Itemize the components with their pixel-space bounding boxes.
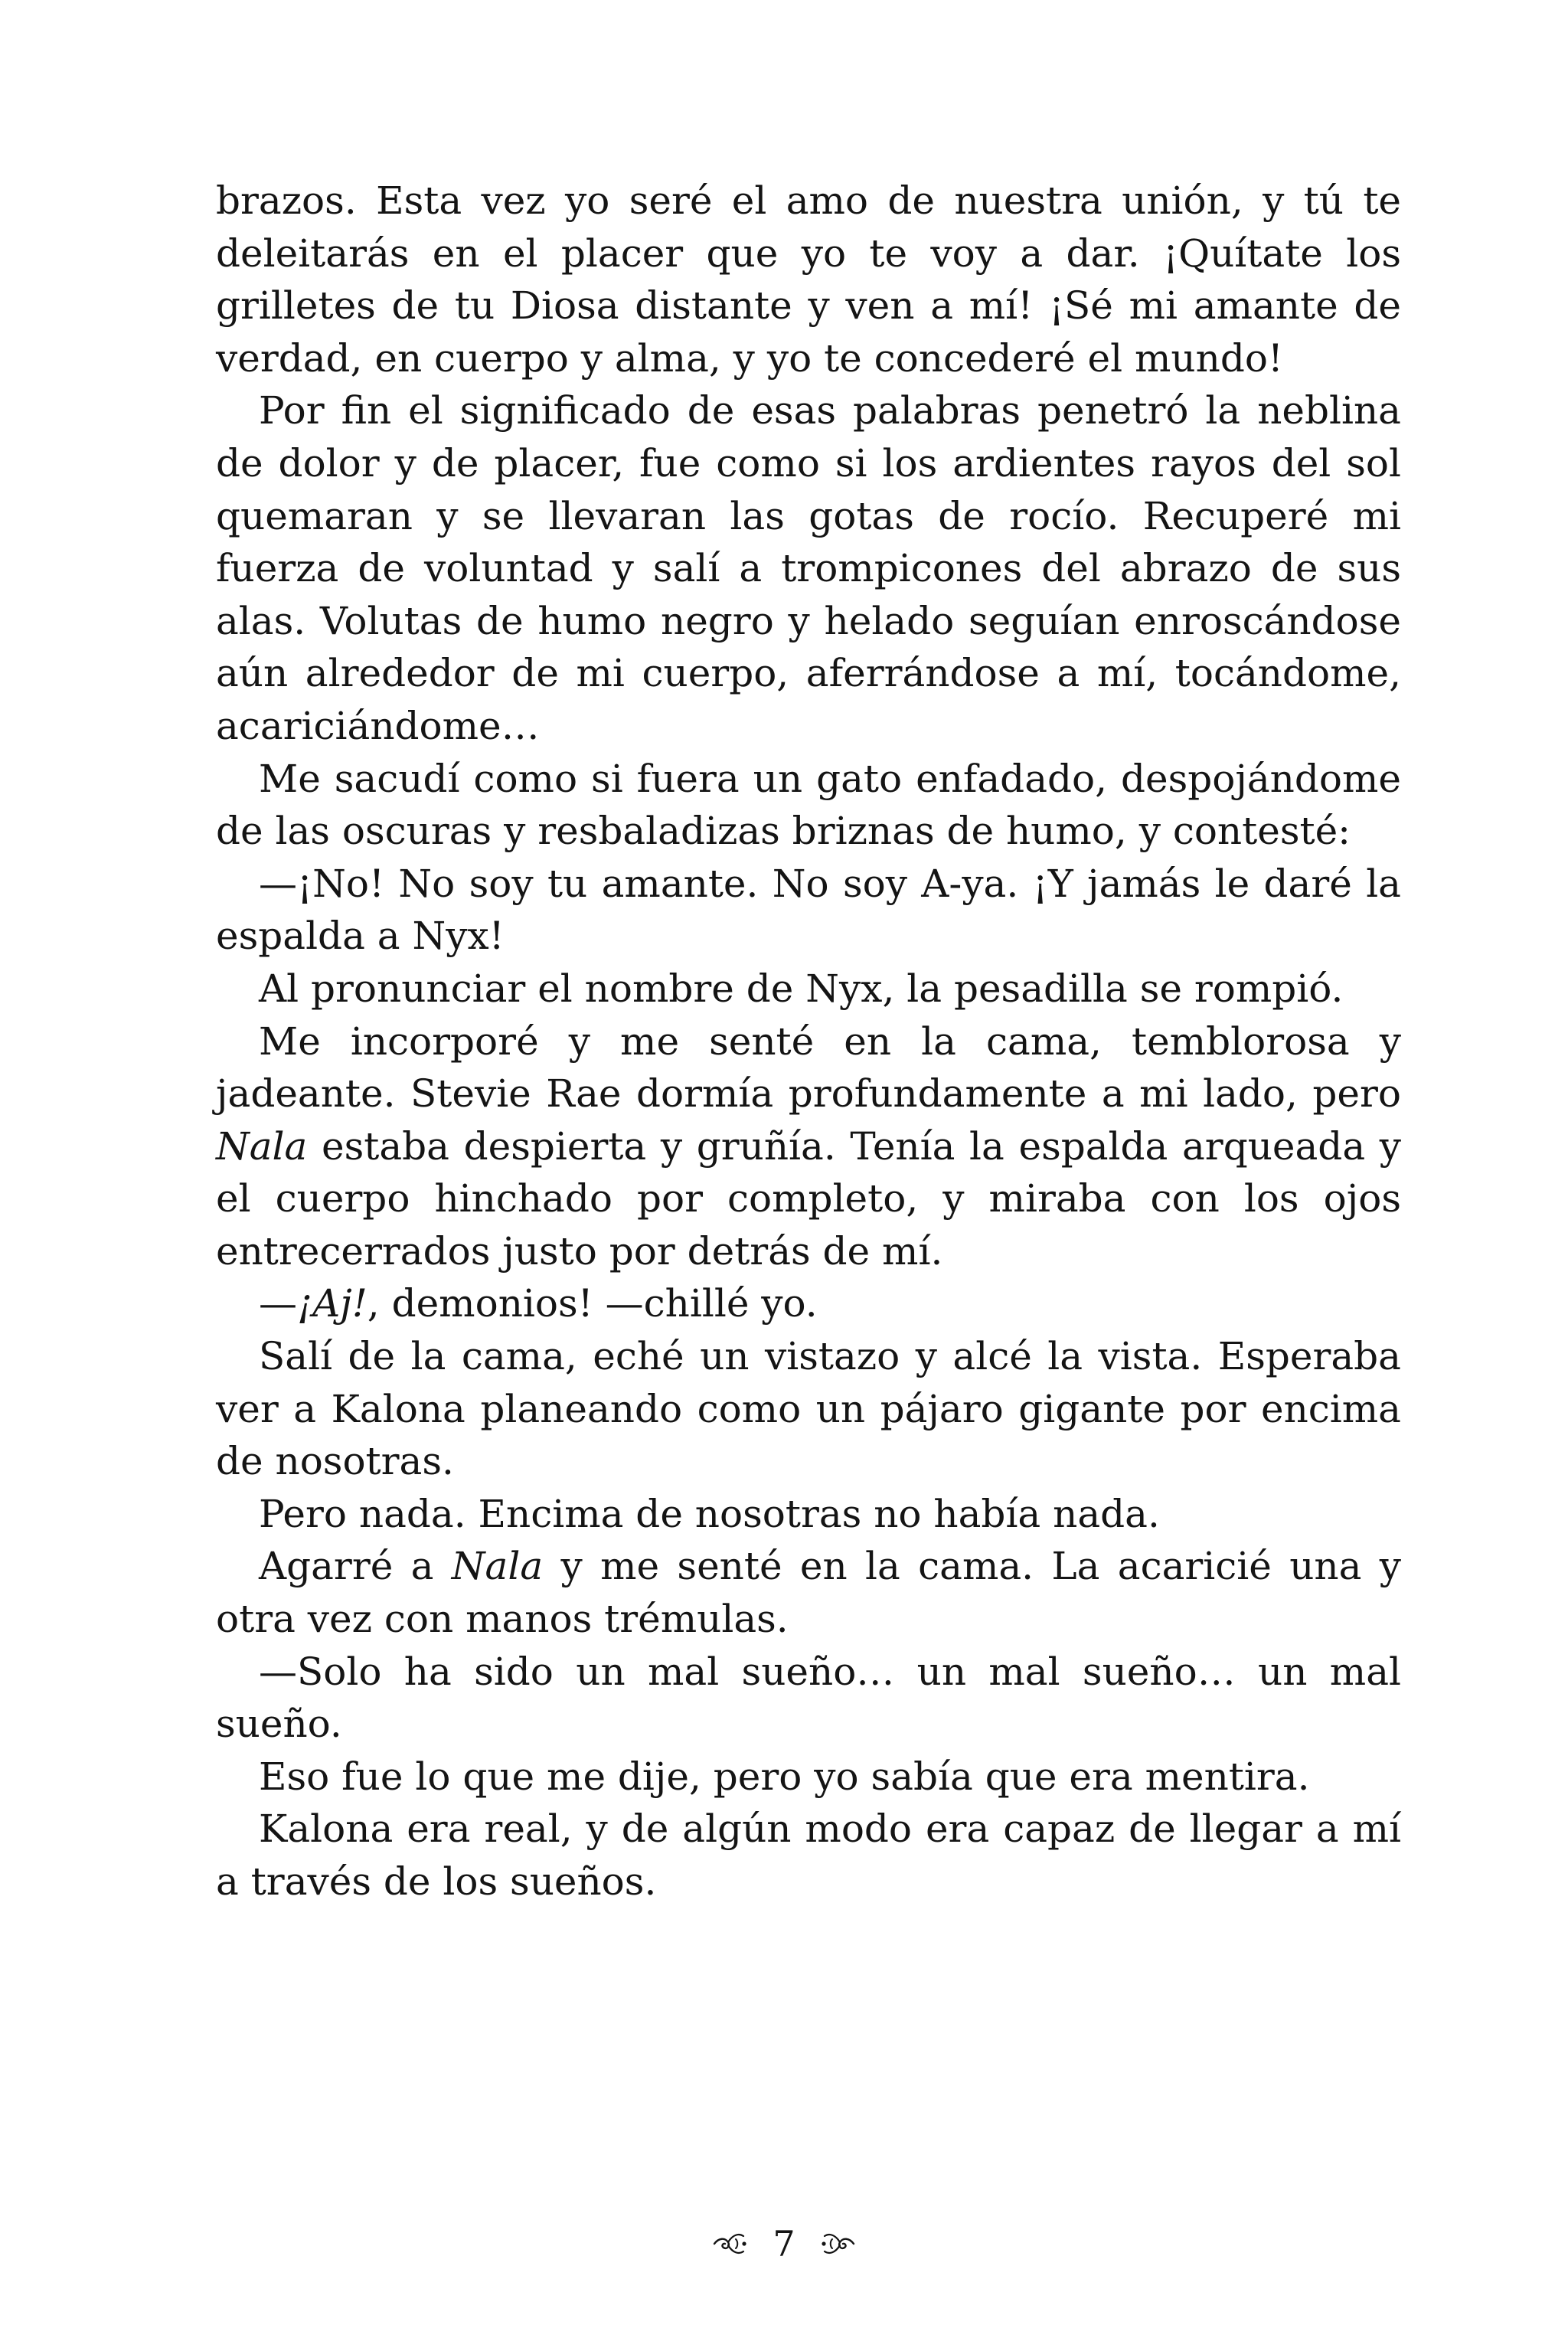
page-number: 7 <box>773 2223 795 2264</box>
paragraph <box>216 1646 1401 1751</box>
paragraph <box>216 963 1401 1015</box>
paragraph <box>216 753 1401 858</box>
text-segment: estaba despierta y gruñía. Tenía la espalda arqueada y el cuerpo hinchado por completo, y miraba con los ojos entrecerrados justo por detrás de mí. <box>216 1123 1401 1274</box>
italic-text: Nala <box>216 1123 308 1169</box>
text-segment: y me senté en la cama. La acaricié una y otra vez con manos trémulas. <box>216 1544 1401 1642</box>
paragraph <box>216 858 1401 963</box>
text-segment: Pero nada. Encima de nosotras no había nada. <box>259 1491 1160 1536</box>
body-text <box>216 175 1401 1908</box>
text-segment: Agarré a <box>259 1544 452 1589</box>
paragraph <box>216 384 1401 752</box>
text-segment: Kalona era real, y de algún modo era capaz de llegar a mí a través de los sueños. <box>216 1806 1401 1904</box>
paragraph <box>216 1540 1401 1645</box>
text-segment: Me incorporé y me senté en la cama, temblorosa y jadeante. Stevie Rae dormía profundamente a mi lado, pero <box>216 1019 1401 1117</box>
text-segment: Al pronunciar el nombre de Nyx, la pesadilla se rompió. <box>259 966 1344 1011</box>
text-segment: Salí de la cama, eché un vistazo y alcé la vista. Esperaba ver a Kalona planeando como un pájaro gigante por encima de nosotras. <box>216 1334 1401 1484</box>
page-footer <box>0 2221 1568 2267</box>
italic-text: ¡Aj! <box>297 1281 368 1326</box>
text-segment: —Solo ha sido un mal sueño… un mal sueño… un mal sueño. <box>216 1649 1401 1747</box>
right-swirl-ornament-icon <box>822 2230 855 2258</box>
text-segment: —¡No! No soy tu amante. No soy A-ya. ¡Y jamás le daré la espalda a Nyx! <box>216 861 1401 959</box>
paragraph <box>216 1488 1401 1541</box>
paragraph <box>216 175 1401 384</box>
italic-text: Nala <box>451 1544 544 1589</box>
left-swirl-ornament-icon <box>713 2230 746 2258</box>
text-segment: , demonios! —chillé yo. <box>367 1281 818 1326</box>
paragraph <box>216 1751 1401 1803</box>
text-segment: Por fin el significado de esas palabras penetró la neblina de dolor y de placer, fue como si los ardientes rayos del sol quemaran y se llevaran las gotas de rocío. Recuperé mi fuerza de voluntad y salí a trompicones del abrazo de sus alas. Volutas de humo negro y helado seguían enroscándose aún alrededor de mi cuerpo, aferrándose a mí, tocándome, acariciándome… <box>216 388 1401 748</box>
text-segment: — <box>259 1281 297 1326</box>
paragraph <box>216 1330 1401 1488</box>
paragraph <box>216 1277 1401 1330</box>
paragraph <box>216 1015 1401 1278</box>
text-segment: Me sacudí como si fuera un gato enfadado, despojándome de las oscuras y resbaladizas briznas de humo, y contesté: <box>216 756 1401 854</box>
text-segment: brazos. Esta vez yo seré el amo de nuestra unión, y tú te deleitarás en el placer que yo te voy a dar. ¡Quítate los grilletes de tu Diosa distante y ven a mí! ¡Sé mi amante de verdad, en cuerpo y alma, y yo te concederé el mundo! <box>216 178 1401 381</box>
paragraph <box>216 1803 1401 1908</box>
text-segment: Eso fue lo que me dije, pero yo sabía que era mentira. <box>259 1754 1310 1799</box>
